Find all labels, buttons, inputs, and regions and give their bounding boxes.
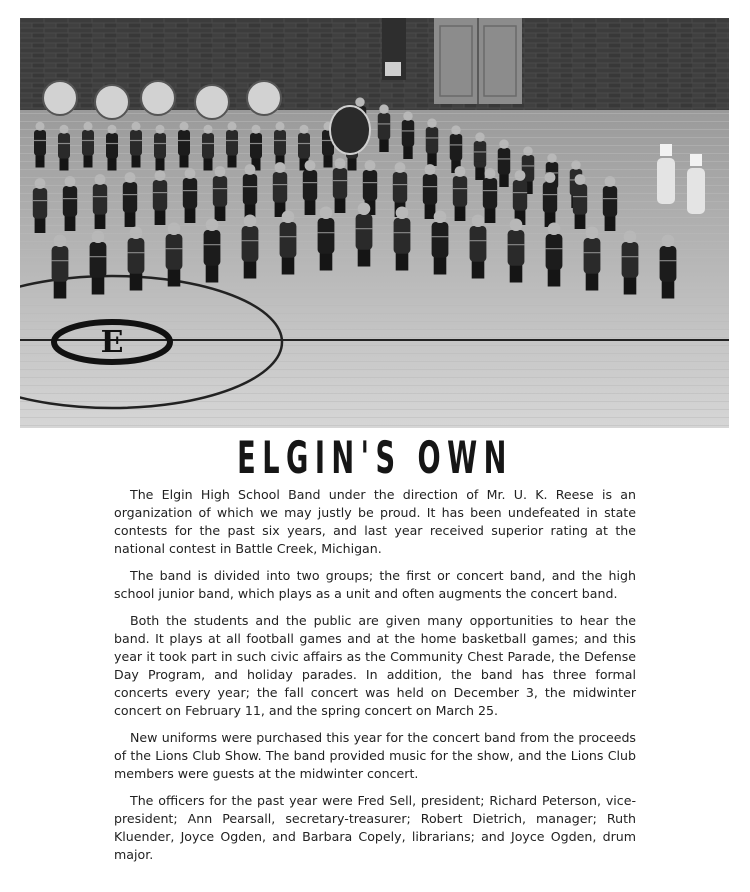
sousaphone-bell: [247, 81, 281, 115]
article-body: [114, 486, 636, 873]
paragraph-2: The band is divided into two groups; the first or concert band, and the high school junior band, which plays as a unit and often augments the concert band.: [114, 568, 636, 601]
band-photo-illustration: [20, 18, 729, 428]
sousaphone-bell: [95, 85, 129, 119]
sousaphone-bell: [195, 85, 229, 119]
band-photo: [20, 18, 729, 428]
sousaphone-bell: [43, 81, 77, 115]
majorette: [657, 158, 675, 204]
sousaphone-bell: [141, 81, 175, 115]
bass-drum: [330, 106, 370, 154]
paragraph-1: The Elgin High School Band under the direction of Mr. U. K. Reese is an organization of which we may justly be proud. It has been undefeated in state contests for the past six years, and last year received superior rating at the national contest in Battle Creek, Michigan.: [114, 487, 636, 556]
majorette: [687, 168, 705, 214]
paragraph-5: The officers for the past year were Fred Sell, president; Richard Peterson, vice-president; Ann Pearsall, secretary-treasurer; Robert Dietrich, manager; Ruth Kluender, Joyce Ogden, and Barbara Copely, librarians; and Joyce Ogden, drum major.: [114, 793, 636, 862]
floor-logo-letter: E: [100, 325, 124, 360]
paragraph-3: Both the students and the public are given many opportunities to hear the band. It plays at all football games and at the home basketball games; and this year it took part in such civic affairs as the Community Chest Parade, the Defense Day Program, and holiday parades. In addition, the band has three formal concerts every year; the fall concert was held on December 3, the midwinter concert on February 11, and the spring concert on March 25.: [114, 613, 636, 718]
article-title: ELGIN'S OWN: [237, 432, 513, 484]
paragraph-4: New uniforms were purchased this year for the concert band from the proceeds of the Lions Club Show. The band provided music for the show, and the Lions Club members were guests at the midwinter concert.: [114, 730, 636, 781]
